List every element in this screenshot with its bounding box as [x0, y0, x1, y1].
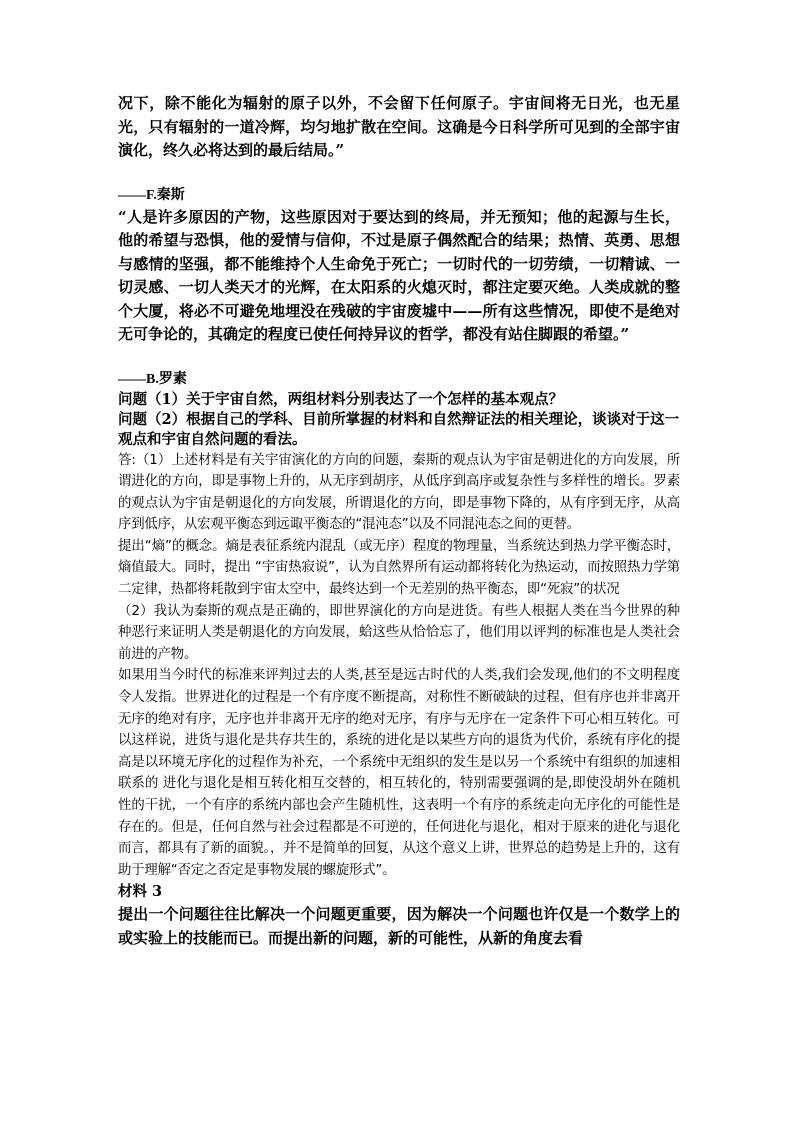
author-jeans: ——F.秦斯 [118, 187, 185, 203]
material-3-heading: 材料 3 [118, 883, 163, 901]
quote-jeans-ending: 况下，除不能化为辐射的原子以外，不会留下任何原子。宇宙间将无日光，也无星光，只有辐射的一道冷辉，均匀地扩散在空间。这确是今日科学所可见到的全部宇宙演化，终久必将达到的最后结局。” [118, 94, 680, 159]
question-1: 问题（1）关于宇宙自然，两组材料分别表达了一个怎样的基本观点？ [118, 390, 564, 408]
answer-paragraph-1: 答:（1）上述材料是有关宇宙演化的方向的问题，秦斯的观点认为宇宙是朝进化的方向发展，所谓进化的方向，即是事物上升的，从无序到胡序，从低序到高序或复杂性与多样性的增长。罗素的观点认为宇宙是朝退化的方向发展，所谓退化的方向，即是事物下降的，从有序到无序，从高序到低序，从宏观平衡态到远诹平衡态的“混沌态”以及不同混沌态之间的更替。 [118, 452, 680, 533]
question-2: 问题（2）根据自己的学科、目前所掌握的材料和自然辩证法的相关理论，谈谈对于这一观点和宇宙自然问题的看法。 [118, 410, 680, 448]
document-page [118, 92, 680, 950]
material-3-text: 提出一个问题往往比解决一个问题更重要，因为解决一个问题也许仅是一个数学上的或实验上的技能而已。而提出新的问题，新的可能性，从新的角度去看 [118, 905, 680, 947]
answer-paragraph-4: 如果用当今时代的标准来评判过去的人类,甚至是远古时代的人类,我们会发现,他们的不文明程度令人发指。世界进化的过程是一个有序度不断提高，对称性不断破缺的过程，但有序也并非离开无序的绝对有序，无序也并非离开无序的绝对无序，有序与无序在一定条件下可心相互转化。可以这样说，进货与退化是共存共生的，系统的进化是以某些方向的退货为代价，系统有序化的提高是以环境无序化的过程作为补充，一个系统中无组织的发生是以另一个系统中有组织的加速相联系的 进化与退化是相互转化相互交替的，相互转化的，特别需要强调的是,即使没胡外在随机性的干扰，一个有序的系统内部也会产生随机性，这表明一个有序的系统走向无序化的可能性是存在的。但是，任何自然与社会过程都是不可逆的，任何进化与退化，相对于原来的进化与退化而言，都具有了新的面貌。，并不是简单的回复，从这个意义上讲，世界总的趋势是上升的，这有助于理解“否定之否定是事物发展的螺旋形式”。 [118, 668, 680, 878]
quote-russell: “人是许多原因的产物，这些原因对于要达到的终局，并无预知；他的起源与生长，他的希望与恐惧，他的爱情与信仰，不过是原子偶然配合的结果；热情、英勇、思想与感情的坚强，都不能维持个人生命免于死亡；一切时代的一切劳绩，一切精诚、一切灵感、一切人类天才的光辉，在太阳系的火熄灭时，都注定要灭绝。人类成就的整个大厦，将必不可避免地埋没在残破的宇宙废墟中——所有这些情况，即使不是绝对无可争论的，其确定的程度已使任何持异议的哲学，都没有站住脚跟的希望。” [118, 207, 680, 343]
author-russell: ——B.罗素 [118, 371, 187, 387]
answer-paragraph-3: （2）我认为秦斯的观点是正确的，即世界演化的方向是进货。有些人根据人类在当今世界的种种恶行来证明人类是朝退化的方向发展，蛤这些从恰恰忘了，他们用以评判的标准也是人类社会前进的产物。 [118, 603, 680, 662]
answer-paragraph-2: 提出“熵”的概念。熵是表征系统内混乱（或无序）程度的物理量，当系统达到热力学平衡态时，熵值最大。同时，提出 “宇宙热寂说”，认为自然界所有运动都将转化为热运动，而按照热力学第二定律，热都将耗散到宇宙太空中，最终达到一个无差别的热平衡态，即“死寂”的状况 [118, 538, 680, 598]
